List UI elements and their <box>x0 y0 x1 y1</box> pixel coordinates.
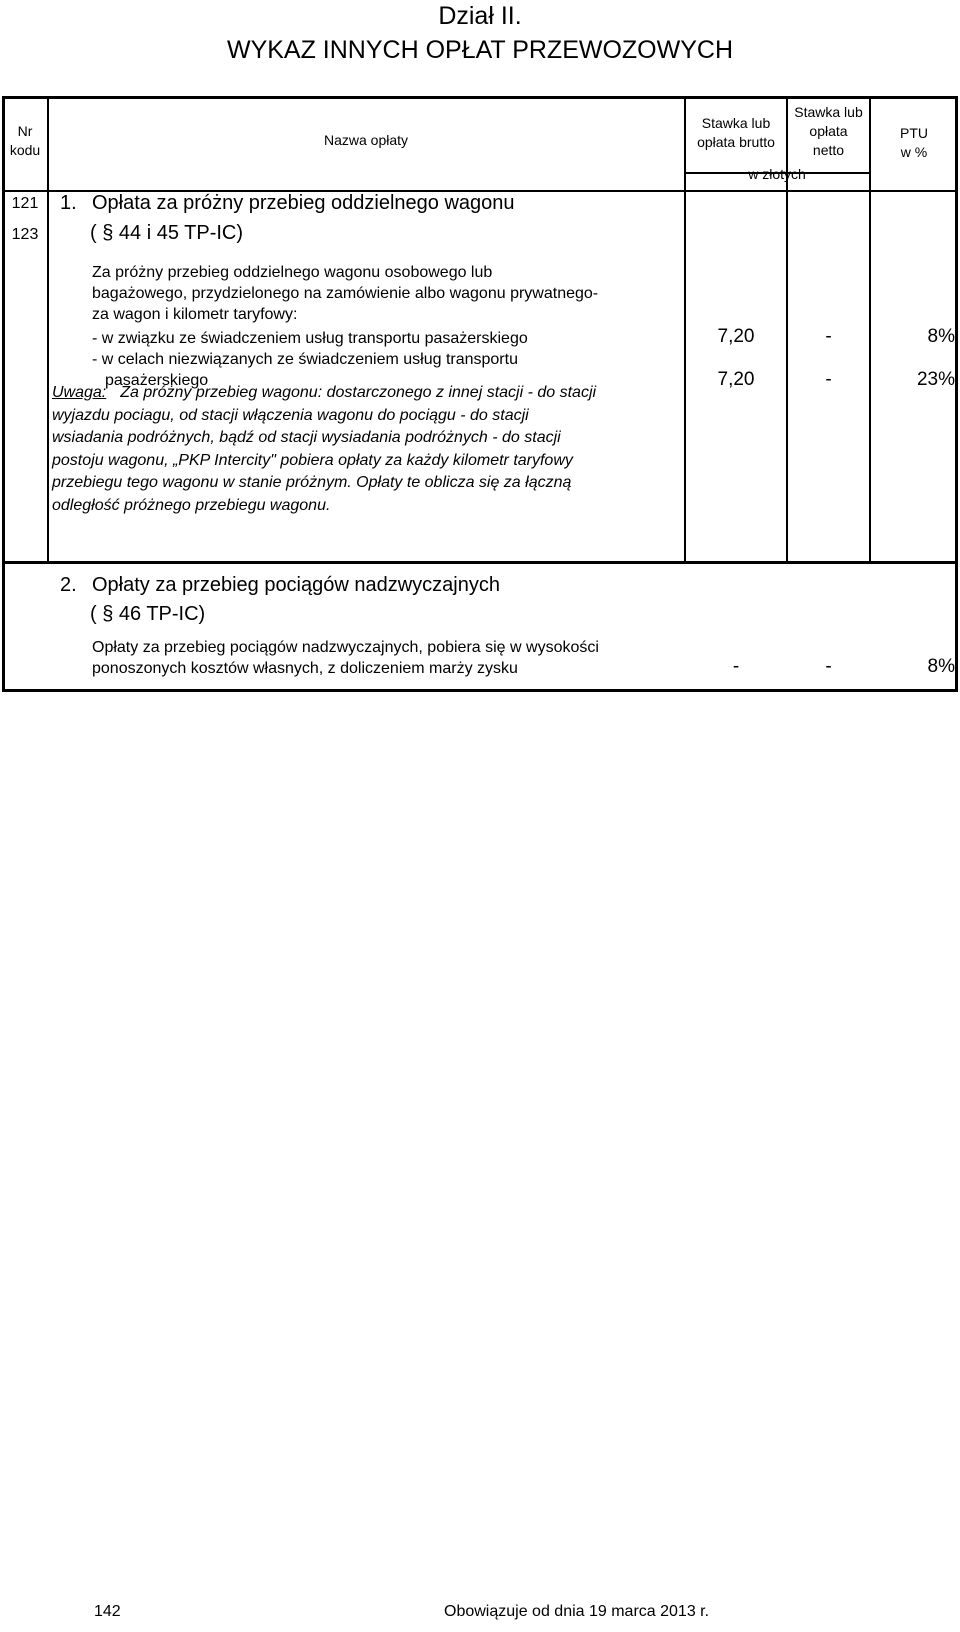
desc-line: za wagon i kilometr taryfowy: <box>92 306 298 323</box>
note-line: wyjazdu pociagu, od stacji włączenia wagonu do pociągu - do stacji <box>52 406 529 424</box>
desc-line: bagażowego, przydzielonego na zamówienie albo wagonu prywatnego- <box>92 285 599 302</box>
fee-row-label-line: - w celach niezwiązanych ze świadczeniem usług transportu <box>92 351 518 368</box>
header-nr <box>2 122 48 160</box>
fee-row-label: - w związku ze świadczeniem usług transportu pasażerskiego <box>92 330 528 347</box>
header-netto <box>788 103 869 160</box>
section2-netto: - <box>825 656 832 677</box>
header-brutto <box>686 114 786 152</box>
section1-ref: ( § 44 i 45 TP-IC) <box>90 222 244 244</box>
header-nr-line1: Nr <box>17 123 33 139</box>
section2-ref: ( § 46 TP-IC) <box>90 603 206 625</box>
section2-brutto: - <box>732 656 740 677</box>
desc-line: Za próżny przebieg oddzielnego wagonu osobowego lub <box>92 264 493 281</box>
desc-line: Opłaty za przebieg pociągów nadzwyczajnych, pobiera się w wysokości <box>92 639 599 656</box>
section2-number: 2. <box>60 574 77 596</box>
page-number: 142 <box>94 1603 121 1620</box>
header-brutto-line1: Stawka lub <box>701 115 771 131</box>
note-line: wsiadania podróżnych, bądź od stacji wysiadania podróżnych - do stacji <box>52 429 561 446</box>
section1-number: 1. <box>60 192 77 214</box>
code-123: 123 <box>11 226 39 243</box>
section-heading: Dział II. <box>438 2 522 30</box>
fee-row-netto: - <box>825 369 832 390</box>
section2-title: Opłaty za przebieg pociągów nadzwyczajnych <box>92 574 500 596</box>
note-text: Za próżny przebieg wagonu: dostarczonego z innej stacji - do stacji <box>120 384 597 401</box>
note-line: postoju wagonu, „PKP Intercity" pobiera opłaty za każdy kilometr taryfowy <box>52 451 573 469</box>
note-line <box>52 382 672 405</box>
header-nr-line2: kodu <box>9 142 41 158</box>
note-line: odległość próżnego przebiegu wagonu. <box>52 496 331 514</box>
note-block <box>52 382 672 517</box>
section2-ptu: 8% <box>927 656 955 677</box>
fee-row-label-line: pasażerskiego <box>105 372 209 389</box>
document-title: WYKAZ INNYCH OPŁAT PRZEWOZOWYCH <box>226 36 734 64</box>
note-line: przebiegu tego wagonu w stanie próżnym. Opłaty te oblicza się za łączną <box>52 474 572 491</box>
header-brutto-line2: opłata brutto <box>697 134 775 150</box>
fee-row-brutto: 7,20 <box>717 326 755 347</box>
desc-line: ponoszonych kosztów własnych, z doliczeniem marży zysku <box>92 660 518 677</box>
divider-brutto-body <box>786 172 788 561</box>
header-currency: w złotych <box>748 166 806 182</box>
header-netto-line2: opłata <box>809 123 848 139</box>
header-netto-line1: Stawka lub <box>794 104 863 120</box>
header-ptu-line1: PTU <box>900 125 928 141</box>
section1-description <box>92 262 598 325</box>
section-divider <box>2 561 958 564</box>
header-ptu-line2: w % <box>900 144 928 160</box>
code-121: 121 <box>11 195 39 212</box>
header-name: Nazwa opłaty <box>323 132 409 148</box>
fee-row-ptu: 8% <box>927 326 955 347</box>
fee-row-ptu: 23% <box>916 369 955 390</box>
effective-date: Obowiązuje od dnia 19 marca 2013 r. <box>444 1603 710 1620</box>
fee-row-brutto: 7,20 <box>717 369 755 390</box>
header-ptu <box>871 124 957 162</box>
fee-row-netto: - <box>825 326 832 347</box>
header-netto-line3: netto <box>812 142 845 158</box>
section2-description <box>92 637 599 679</box>
section1-title: Opłata za próżny przebieg oddzielnego wagonu <box>92 192 515 214</box>
note-label: Uwaga: <box>52 384 107 401</box>
divider-nr-body <box>47 190 49 561</box>
